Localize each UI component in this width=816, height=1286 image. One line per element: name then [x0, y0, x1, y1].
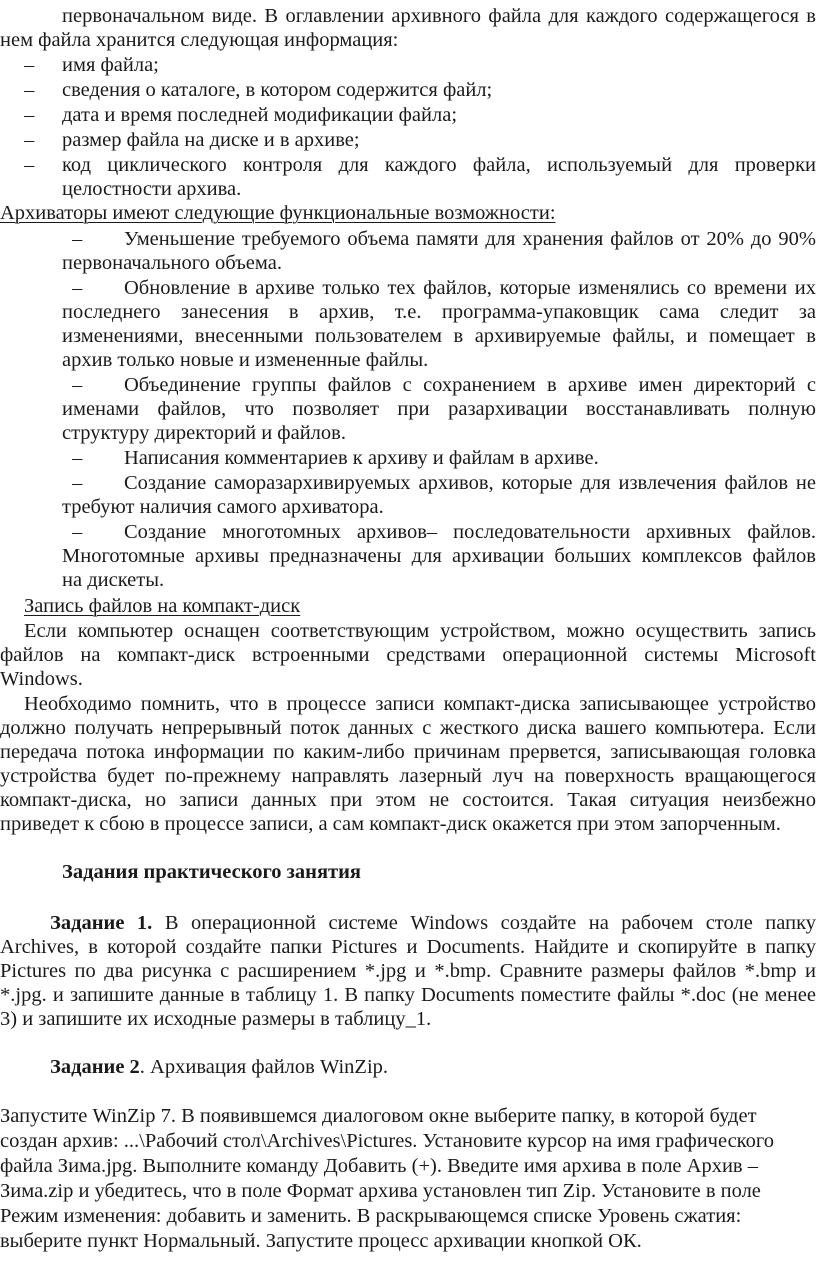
list-dash: –	[72, 374, 83, 396]
list-item-continuation: Многотомные архивы предназначены для архивации больших комплексов файлов	[62, 545, 816, 567]
list-item: имя файла;	[62, 54, 159, 76]
paragraph-line: компакт-диска, но записи данных при этом не состоится. Такая ситуация неизбежно	[0, 789, 816, 811]
list-dash: –	[24, 104, 35, 126]
list-item-continuation: последнего занесения в архив, т.е. программа-упаковщик сама следит за	[62, 301, 816, 323]
list-item: Создание саморазархивируемых архивов, которые для извлечения файлов не	[124, 472, 816, 494]
list-dash: –	[72, 228, 83, 250]
task-2-title: . Архивация файлов WinZip.	[139, 1056, 389, 1078]
task-1-text: В операционной системе Windows создайте на рабочем столе папку	[164, 912, 816, 934]
list-item: Объединение группы файлов с сохранением в архиве имен директорий с	[124, 374, 816, 396]
list-item-continuation: целостности архива.	[62, 178, 242, 200]
paragraph-line: приведет к сбою в процессе записи, а сам компакт-диск окажется при этом запорченным.	[0, 813, 781, 835]
list-item: Обновление в архиве только тех файлов, которые изменялись со времени их	[124, 277, 816, 299]
list-item: дата и время последней модификации файла;	[62, 104, 458, 126]
paragraph-line: Зима.zip и убедитесь, что в поле Формат архива установлен тип Zip. Установите в поле	[0, 1180, 761, 1202]
task-2-line	[50, 1055, 816, 1079]
list-item: Уменьшение требуемого объема памяти для хранения файлов от 20% до 90%	[124, 228, 816, 250]
list-dash: –	[72, 447, 83, 469]
task-1-label: Задание 1.	[50, 912, 153, 934]
list-dash: –	[72, 277, 83, 299]
list-dash: –	[24, 129, 35, 151]
list-item-continuation: архив только новые и измененные файлы.	[62, 349, 429, 371]
paragraph-line: создан архив: ...\Рабочий стол\Archives\Pictures. Установите курсор на имя графического	[0, 1130, 774, 1152]
section-heading-archivers: Архиваторы имеют следующие функциональные возможности:	[0, 202, 556, 224]
list-item-continuation: на дискеты.	[62, 569, 165, 591]
paragraph-line: файлов на компакт-диск встроенными средствами операционной системы Microsoft	[0, 644, 816, 666]
paragraph-line: Pictures по два рисунка с расширением *.jpg и *.bmp. Сравните размеры файлов *.bmp и	[0, 960, 816, 982]
list-item: Написания комментариев к архиву и файлам в архиве.	[124, 447, 599, 469]
list-item: Создание многотомных архивов– последовательности архивных файлов.	[124, 521, 816, 543]
list-item-continuation: изменениями, внесенными пользователем в архивируемые файлы, и помещает в	[62, 325, 816, 347]
task-2-label: Задание 2	[50, 1056, 140, 1078]
paragraph-line: *.jpg. и запишите данные в таблицу 1. В папку Documents поместите файлы *.doc (не менее	[0, 984, 816, 1006]
paragraph-line: выберите пункт Нормальный. Запустите процесс архивации кнопкой ОК.	[0, 1230, 642, 1252]
list-item-continuation: структуру директорий и файлов.	[62, 422, 346, 444]
paragraph-line: Запустите WinZip 7. В появившемся диалоговом окне выберите папку, в которой будет	[0, 1105, 757, 1127]
list-dash: –	[72, 472, 83, 494]
list-dash: –	[24, 154, 35, 176]
tasks-heading: Задания практического занятия	[62, 861, 362, 883]
paragraph-line: передача потока информации по каким-либо причинам прервется, записывающая головка	[0, 741, 816, 763]
paragraph-line: Windows.	[0, 668, 83, 690]
list-item: размер файла на диске и в архиве;	[62, 129, 360, 151]
section-heading-cd-writing: Запись файлов на компакт-диск	[24, 595, 301, 617]
paragraph-line: устройства будет по-прежнему направлять лазерный луч на поверхность вращающегося	[0, 765, 816, 787]
list-item: код циклического контроля для каждого файла, используемый для проверки	[62, 154, 816, 176]
paragraph-line: файла Зима.jpg. Выполните команду Добавить (+). Введите имя архива в поле Архив –	[0, 1155, 758, 1177]
paragraph-line: 3) и запишите их исходные размеры в таблицу_1.	[0, 1008, 432, 1030]
list-item: сведения о каталоге, в котором содержится файл;	[62, 79, 493, 101]
list-item-continuation: первоначального объема.	[62, 252, 282, 274]
text-line: нем файла хранится следующая информация:	[0, 29, 399, 51]
list-dash: –	[72, 521, 83, 543]
paragraph-line: Режим изменения: добавить и заменить. В раскрывающемся списке Уровень сжатия:	[0, 1205, 742, 1227]
paragraph-line: Необходимо помнить, что в процессе записи компакт-диска записывающее устройство	[24, 693, 816, 715]
paragraph-line: должно получать непрерывный поток данных с жесткого диска вашего компьютера. Если	[0, 717, 816, 739]
list-item-continuation: именами файлов, что позволяет при разархивации восстанавливать полную	[62, 398, 816, 420]
list-item-continuation: требуют наличия самого архиватора.	[62, 496, 384, 518]
task-1-first-line	[50, 911, 816, 935]
list-dash: –	[24, 54, 35, 76]
list-dash: –	[24, 79, 35, 101]
paragraph-line: Archives, в которой создайте папки Pictures и Documents. Найдите и скопируйте в папку	[0, 936, 816, 958]
paragraph-line: Если компьютер оснащен соответствующим устройством, можно осуществить запись	[24, 620, 816, 642]
text-line: первоначальном виде. В оглавлении архивного файла для каждого содержащегося в	[62, 5, 816, 27]
